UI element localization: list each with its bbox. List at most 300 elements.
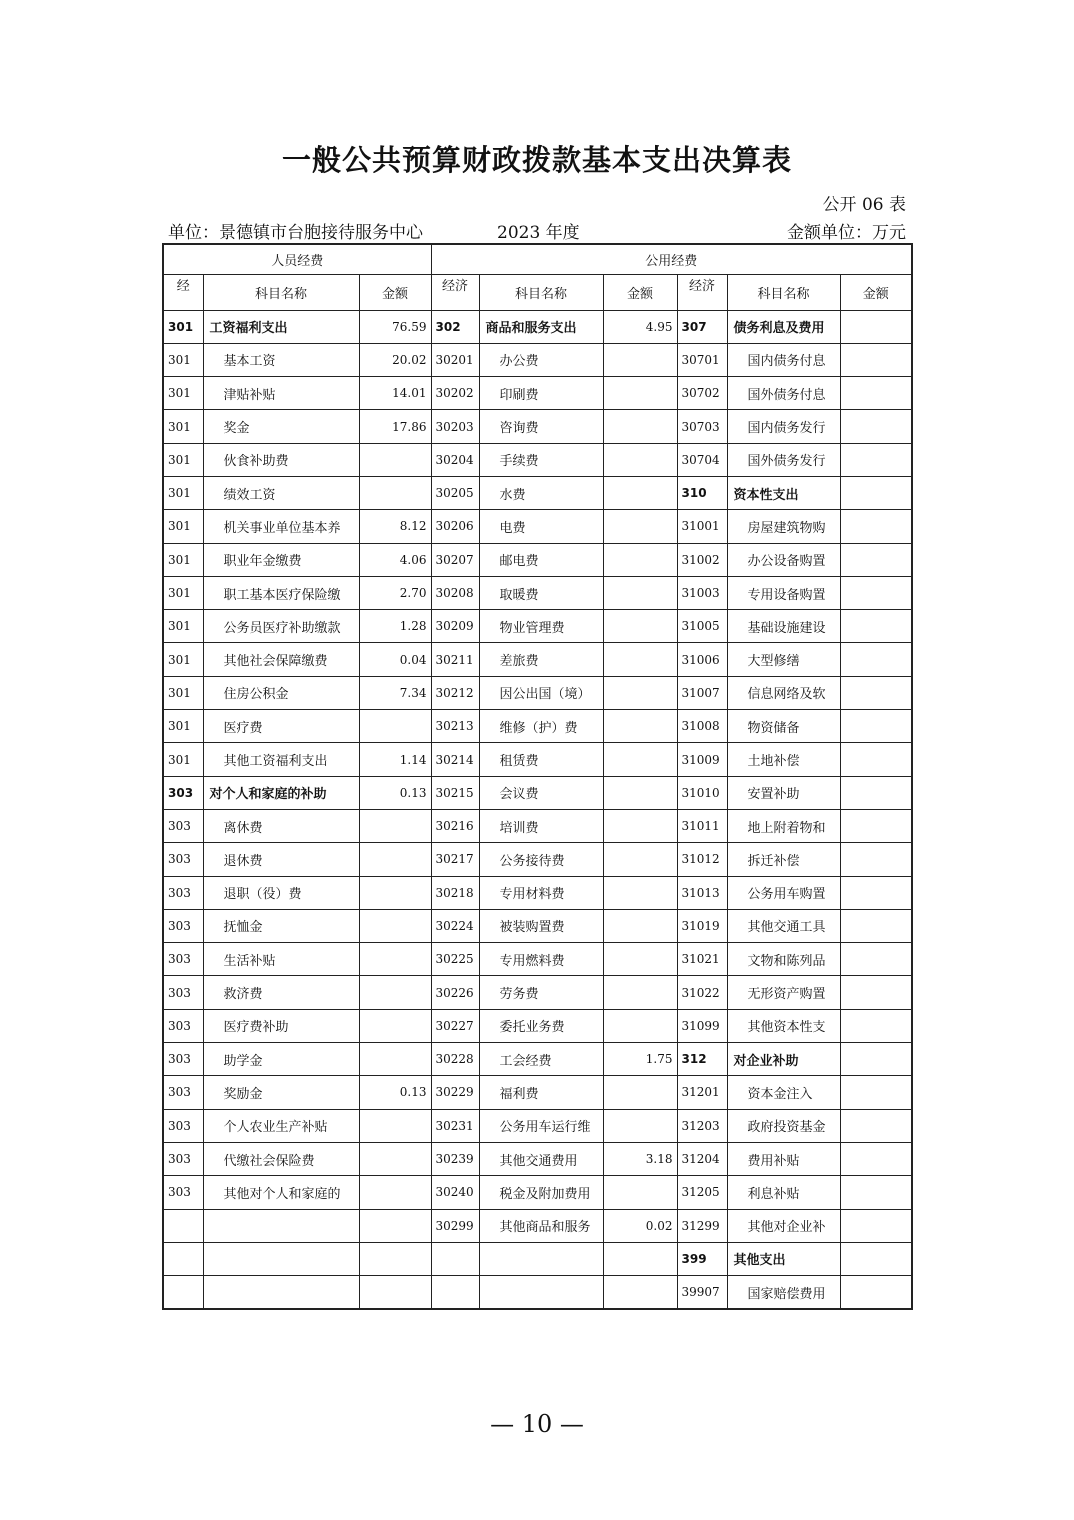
subject-name-cell: 国内债务发行: [727, 410, 840, 443]
subject-name-cell: 差旅费: [479, 643, 603, 676]
subject-name-cell: 代缴社会保险费: [203, 1142, 359, 1175]
subject-name-cell: 无形资产购置: [727, 976, 840, 1009]
subject-name-cell: [203, 1242, 359, 1275]
subject-name-cell: 房屋建筑物购: [727, 510, 840, 543]
econ-code-cell: 301: [163, 377, 203, 410]
amount-cell: 17.86: [359, 410, 431, 443]
econ-code-cell: 30201: [431, 343, 479, 376]
subject-name-cell: 物资储备: [727, 710, 840, 743]
econ-code-cell: 303: [163, 1043, 203, 1076]
amount-cell: [359, 1109, 431, 1142]
econ-code-cell: 303: [163, 1176, 203, 1209]
econ-code-cell: 31012: [677, 843, 727, 876]
subject-name-cell: 职业年金缴费: [203, 543, 359, 576]
econ-code-cell: 31203: [677, 1109, 727, 1142]
subject-name-cell: 其他资本性支: [727, 1009, 840, 1042]
table-row: [163, 776, 912, 809]
table-row: [163, 1142, 912, 1175]
econ-code-cell: [431, 1242, 479, 1275]
subject-name-cell: 委托业务费: [479, 1009, 603, 1042]
amount-cell: [840, 843, 912, 876]
subject-name-cell: 专用设备购置: [727, 576, 840, 609]
econ-code-cell: 310: [677, 476, 727, 509]
subject-name-cell: 离休费: [203, 809, 359, 842]
econ-code-cell: 301: [163, 576, 203, 609]
econ-code-cell: 303: [163, 909, 203, 942]
econ-code-cell: 301: [163, 510, 203, 543]
econ-code-cell: 303: [163, 776, 203, 809]
subject-name-cell: 水费: [479, 476, 603, 509]
econ-code-cell: [163, 1209, 203, 1242]
econ-code-cell: [163, 1242, 203, 1275]
amount-cell: 8.12: [359, 510, 431, 543]
subject-name-cell: [203, 1209, 359, 1242]
econ-code-cell: 307: [677, 310, 727, 343]
amount-cell: [840, 1276, 912, 1309]
table-row: [163, 909, 912, 942]
table-row: [163, 310, 912, 343]
econ-code-cell: 31011: [677, 809, 727, 842]
subject-name-cell: 政府投资基金: [727, 1109, 840, 1142]
amount-cell: [840, 1109, 912, 1142]
amount-cell: 4.95: [603, 310, 677, 343]
econ-code-cell: 303: [163, 843, 203, 876]
subject-name-cell: 退休费: [203, 843, 359, 876]
amount-cell: [840, 610, 912, 643]
amount-cell: [359, 909, 431, 942]
amount-cell: [603, 1109, 677, 1142]
col-econ: 经济: [431, 274, 479, 310]
amount-cell: [603, 510, 677, 543]
econ-code-cell: 303: [163, 876, 203, 909]
econ-code-cell: 30214: [431, 743, 479, 776]
amount-cell: [840, 1009, 912, 1042]
amount-cell: 0.04: [359, 643, 431, 676]
table-row: [163, 843, 912, 876]
econ-code-cell: 31007: [677, 676, 727, 709]
amount-cell: [603, 610, 677, 643]
econ-code-cell: [163, 1276, 203, 1309]
table-row: [163, 676, 912, 709]
subject-name-cell: 公务员医疗补助缴款: [203, 610, 359, 643]
econ-code-cell: 31005: [677, 610, 727, 643]
econ-code-cell: 31008: [677, 710, 727, 743]
subject-name-cell: 资本性支出: [727, 476, 840, 509]
subject-name-cell: [203, 1276, 359, 1309]
econ-code-cell: 399: [677, 1242, 727, 1275]
econ-code-cell: 30202: [431, 377, 479, 410]
expenditure-table: [162, 243, 913, 1310]
table-row: [163, 1242, 912, 1275]
table-row: [163, 576, 912, 609]
table-row: [163, 343, 912, 376]
subject-name-cell: 救济费: [203, 976, 359, 1009]
econ-code-cell: 30225: [431, 943, 479, 976]
col-amount: 金额: [840, 274, 912, 310]
amount-cell: [840, 410, 912, 443]
amount-cell: [840, 1209, 912, 1242]
amount-cell: [359, 809, 431, 842]
subject-name-cell: 津贴补贴: [203, 377, 359, 410]
personnel-header: 人员经费: [163, 244, 431, 274]
amount-cell: [359, 843, 431, 876]
subject-name-cell: 地上附着物和: [727, 809, 840, 842]
subject-name-cell: 基本工资: [203, 343, 359, 376]
subject-name-cell: 因公出国（境）: [479, 676, 603, 709]
subject-name-cell: 利息补贴: [727, 1176, 840, 1209]
amount-cell: [840, 310, 912, 343]
econ-code-cell: 30299: [431, 1209, 479, 1242]
econ-code-cell: 302: [431, 310, 479, 343]
subject-name-cell: 助学金: [203, 1043, 359, 1076]
subject-name-cell: 取暖费: [479, 576, 603, 609]
subject-name-cell: 奖励金: [203, 1076, 359, 1109]
econ-code-cell: 303: [163, 809, 203, 842]
econ-code-cell: 30212: [431, 676, 479, 709]
subject-name-cell: 资本金注入: [727, 1076, 840, 1109]
table-row: [163, 410, 912, 443]
table-row: [163, 476, 912, 509]
subject-name-cell: 国外债务付息: [727, 377, 840, 410]
amount-cell: [359, 1176, 431, 1209]
amount-cell: [840, 543, 912, 576]
amount-cell: 7.34: [359, 676, 431, 709]
subject-name-cell: 国外债务发行: [727, 443, 840, 476]
col-name: 科目名称: [203, 274, 359, 310]
subject-name-cell: 费用补贴: [727, 1142, 840, 1175]
amount-cell: [603, 1242, 677, 1275]
econ-code-cell: 301: [163, 443, 203, 476]
table-row: [163, 443, 912, 476]
amount-cell: [603, 576, 677, 609]
econ-code-cell: 30228: [431, 1043, 479, 1076]
amount-cell: 1.14: [359, 743, 431, 776]
amount-cell: [603, 976, 677, 1009]
econ-code-cell: 30209: [431, 610, 479, 643]
amount-cell: 1.28: [359, 610, 431, 643]
econ-code-cell: 30227: [431, 1009, 479, 1042]
table-row: [163, 976, 912, 1009]
table-row: [163, 943, 912, 976]
amount-cell: [840, 576, 912, 609]
subject-name-cell: 专用燃料费: [479, 943, 603, 976]
table-row: [163, 809, 912, 842]
econ-code-cell: 30204: [431, 443, 479, 476]
amount-cell: 0.02: [603, 1209, 677, 1242]
subject-name-cell: 税金及附加费用: [479, 1176, 603, 1209]
amount-cell: [840, 343, 912, 376]
table-row: [163, 510, 912, 543]
econ-code-cell: 30203: [431, 410, 479, 443]
subject-name-cell: 劳务费: [479, 976, 603, 1009]
subject-name-cell: 邮电费: [479, 543, 603, 576]
subject-name-cell: 安置补助: [727, 776, 840, 809]
amount-cell: [603, 943, 677, 976]
subject-name-cell: 被装购置费: [479, 909, 603, 942]
amount-cell: [840, 510, 912, 543]
subject-name-cell: 对企业补助: [727, 1043, 840, 1076]
subject-name-cell: 其他工资福利支出: [203, 743, 359, 776]
public-header: 公用经费: [431, 244, 912, 274]
subject-name-cell: 绩效工资: [203, 476, 359, 509]
econ-code-cell: 301: [163, 476, 203, 509]
amount-cell: 4.06: [359, 543, 431, 576]
econ-code-cell: 30207: [431, 543, 479, 576]
subject-name-cell: 奖金: [203, 410, 359, 443]
subject-name-cell: [479, 1276, 603, 1309]
econ-code-cell: 301: [163, 676, 203, 709]
table-row: [163, 1043, 912, 1076]
amount-cell: [840, 1242, 912, 1275]
table-row: [163, 1009, 912, 1042]
table-row: [163, 876, 912, 909]
year-label: 2023 年度: [497, 223, 580, 243]
econ-code-cell: 30217: [431, 843, 479, 876]
econ-code-cell: 31001: [677, 510, 727, 543]
amount-cell: [840, 809, 912, 842]
econ-code-cell: 301: [163, 543, 203, 576]
amount-cell: [359, 443, 431, 476]
econ-code-cell: 30231: [431, 1109, 479, 1142]
subject-name-cell: 对个人和家庭的补助: [203, 776, 359, 809]
amount-cell: 0.13: [359, 1076, 431, 1109]
unit-label: 单位：景德镇市台胞接待服务中心: [168, 223, 423, 243]
amount-cell: [603, 443, 677, 476]
amount-cell: 1.75: [603, 1043, 677, 1076]
subject-name-cell: 公务用车运行维: [479, 1109, 603, 1142]
subject-name-cell: 其他社会保障缴费: [203, 643, 359, 676]
econ-code-cell: 31204: [677, 1142, 727, 1175]
subject-name-cell: 工资福利支出: [203, 310, 359, 343]
table-row: [163, 710, 912, 743]
subject-name-cell: 会议费: [479, 776, 603, 809]
subject-name-cell: 国内债务付息: [727, 343, 840, 376]
table-row: [163, 643, 912, 676]
econ-code-cell: 30218: [431, 876, 479, 909]
econ-code-cell: 31099: [677, 1009, 727, 1042]
subject-name-cell: 其他对企业补: [727, 1209, 840, 1242]
col-amount: 金额: [359, 274, 431, 310]
amount-cell: 2.70: [359, 576, 431, 609]
econ-code-cell: 31021: [677, 943, 727, 976]
econ-code-cell: 301: [163, 343, 203, 376]
amount-cell: [603, 909, 677, 942]
page-title: 一般公共预算财政拨款基本支出决算表: [281, 143, 792, 177]
col-name: 科目名称: [727, 274, 840, 310]
col-name: 科目名称: [479, 274, 603, 310]
subject-name-cell: 印刷费: [479, 377, 603, 410]
amount-cell: [603, 776, 677, 809]
table-row: [163, 610, 912, 643]
econ-code-cell: 30240: [431, 1176, 479, 1209]
econ-code-cell: 30211: [431, 643, 479, 676]
subject-name-cell: 其他交通费用: [479, 1142, 603, 1175]
amount-cell: [840, 1142, 912, 1175]
subject-name-cell: 债务利息及费用: [727, 310, 840, 343]
table-row: [163, 743, 912, 776]
amount-cell: [359, 710, 431, 743]
amount-cell: [603, 1276, 677, 1309]
amount-cell: [840, 443, 912, 476]
amount-cell: [603, 743, 677, 776]
econ-code-cell: 31201: [677, 1076, 727, 1109]
subject-name-cell: 住房公积金: [203, 676, 359, 709]
econ-code-cell: 31010: [677, 776, 727, 809]
amount-cell: [603, 410, 677, 443]
page-number: — 10 —: [490, 1410, 584, 1438]
subject-name-cell: 国家赔偿费用: [727, 1276, 840, 1309]
subject-name-cell: 土地补偿: [727, 743, 840, 776]
amount-cell: 14.01: [359, 377, 431, 410]
econ-code-cell: 31006: [677, 643, 727, 676]
subject-name-cell: 办公设备购置: [727, 543, 840, 576]
econ-code-cell: 39907: [677, 1276, 727, 1309]
econ-code-cell: 30213: [431, 710, 479, 743]
amount-cell: [359, 1209, 431, 1242]
subject-name-cell: 拆迁补偿: [727, 843, 840, 876]
money-unit-label: 金额单位：万元: [787, 223, 906, 243]
econ-code-cell: 30229: [431, 1076, 479, 1109]
amount-cell: [840, 943, 912, 976]
col-econ: 经济: [677, 274, 727, 310]
amount-cell: [840, 1076, 912, 1109]
table-row: [163, 1109, 912, 1142]
amount-cell: [359, 1009, 431, 1042]
econ-code-cell: 31013: [677, 876, 727, 909]
econ-code-cell: 303: [163, 1109, 203, 1142]
econ-code-cell: 301: [163, 410, 203, 443]
subject-name-cell: 工会经费: [479, 1043, 603, 1076]
amount-cell: 76.59: [359, 310, 431, 343]
amount-cell: [840, 1043, 912, 1076]
amount-cell: [603, 1009, 677, 1042]
subject-name-cell: 其他商品和服务: [479, 1209, 603, 1242]
econ-code-cell: 31002: [677, 543, 727, 576]
amount-cell: [359, 1242, 431, 1275]
econ-code-cell: 301: [163, 710, 203, 743]
econ-code-cell: 31003: [677, 576, 727, 609]
amount-cell: [603, 476, 677, 509]
amount-cell: [603, 377, 677, 410]
subject-name-cell: 专用材料费: [479, 876, 603, 909]
econ-code-cell: 30239: [431, 1142, 479, 1175]
table-row: [163, 543, 912, 576]
amount-cell: 3.18: [603, 1142, 677, 1175]
amount-cell: [840, 1176, 912, 1209]
amount-cell: [603, 543, 677, 576]
amount-cell: [840, 476, 912, 509]
econ-code-cell: 31299: [677, 1209, 727, 1242]
econ-code-cell: 303: [163, 1076, 203, 1109]
amount-cell: [840, 710, 912, 743]
econ-code-cell: 31019: [677, 909, 727, 942]
econ-code-cell: 303: [163, 1009, 203, 1042]
table-row: [163, 1176, 912, 1209]
econ-code-cell: 30226: [431, 976, 479, 1009]
econ-code-cell: 31205: [677, 1176, 727, 1209]
amount-cell: [603, 1076, 677, 1109]
econ-code-cell: 312: [677, 1043, 727, 1076]
subject-name-cell: 其他交通工具: [727, 909, 840, 942]
subject-name-cell: 办公费: [479, 343, 603, 376]
subject-name-cell: 机关事业单位基本养: [203, 510, 359, 543]
subject-name-cell: 基础设施建设: [727, 610, 840, 643]
econ-code-cell: 30224: [431, 909, 479, 942]
amount-cell: [840, 377, 912, 410]
econ-code-cell: 30215: [431, 776, 479, 809]
subject-name-cell: 医疗费: [203, 710, 359, 743]
econ-code-cell: 30208: [431, 576, 479, 609]
econ-code-cell: 301: [163, 643, 203, 676]
econ-code-cell: 31022: [677, 976, 727, 1009]
amount-cell: [359, 943, 431, 976]
table-row: [163, 1076, 912, 1109]
econ-code-cell: 303: [163, 943, 203, 976]
subject-name-cell: 电费: [479, 510, 603, 543]
amount-cell: [603, 643, 677, 676]
subject-name-cell: 生活补贴: [203, 943, 359, 976]
subject-name-cell: 文物和陈列品: [727, 943, 840, 976]
amount-cell: [603, 1176, 677, 1209]
subject-name-cell: 物业管理费: [479, 610, 603, 643]
subject-name-cell: 其他支出: [727, 1242, 840, 1275]
subject-name-cell: [479, 1242, 603, 1275]
amount-cell: [359, 476, 431, 509]
subject-name-cell: 退职（役）费: [203, 876, 359, 909]
table-row: [163, 377, 912, 410]
amount-cell: [603, 876, 677, 909]
econ-code-cell: 30703: [677, 410, 727, 443]
econ-code-cell: 30206: [431, 510, 479, 543]
subject-name-cell: 伙食补助费: [203, 443, 359, 476]
econ-code-cell: 30216: [431, 809, 479, 842]
form-number: 公开 06 表: [822, 195, 906, 215]
subject-name-cell: 信息网络及软: [727, 676, 840, 709]
amount-cell: [603, 343, 677, 376]
amount-cell: [840, 743, 912, 776]
amount-cell: [840, 976, 912, 1009]
econ-code-cell: 301: [163, 610, 203, 643]
amount-cell: [359, 1043, 431, 1076]
amount-cell: [840, 776, 912, 809]
amount-cell: [359, 1142, 431, 1175]
subject-name-cell: 个人农业生产补贴: [203, 1109, 359, 1142]
table-row: [163, 1209, 912, 1242]
econ-code-cell: 303: [163, 1142, 203, 1175]
econ-code-cell: 30702: [677, 377, 727, 410]
subject-name-cell: 福利费: [479, 1076, 603, 1109]
subject-name-cell: 公务用车购置: [727, 876, 840, 909]
table-row: [163, 1276, 912, 1309]
amount-cell: [603, 676, 677, 709]
subject-name-cell: 培训费: [479, 809, 603, 842]
subject-name-cell: 公务接待费: [479, 843, 603, 876]
amount-cell: [603, 843, 677, 876]
col-econ: 经: [163, 274, 203, 310]
amount-cell: [840, 876, 912, 909]
econ-code-cell: 30704: [677, 443, 727, 476]
subject-name-cell: 医疗费补助: [203, 1009, 359, 1042]
subject-name-cell: 职工基本医疗保险缴: [203, 576, 359, 609]
subject-name-cell: 租赁费: [479, 743, 603, 776]
econ-code-cell: 30205: [431, 476, 479, 509]
econ-code-cell: 31009: [677, 743, 727, 776]
econ-code-cell: 30701: [677, 343, 727, 376]
econ-code-cell: [431, 1276, 479, 1309]
amount-cell: 0.13: [359, 776, 431, 809]
subject-name-cell: 维修（护）费: [479, 710, 603, 743]
amount-cell: [359, 1276, 431, 1309]
